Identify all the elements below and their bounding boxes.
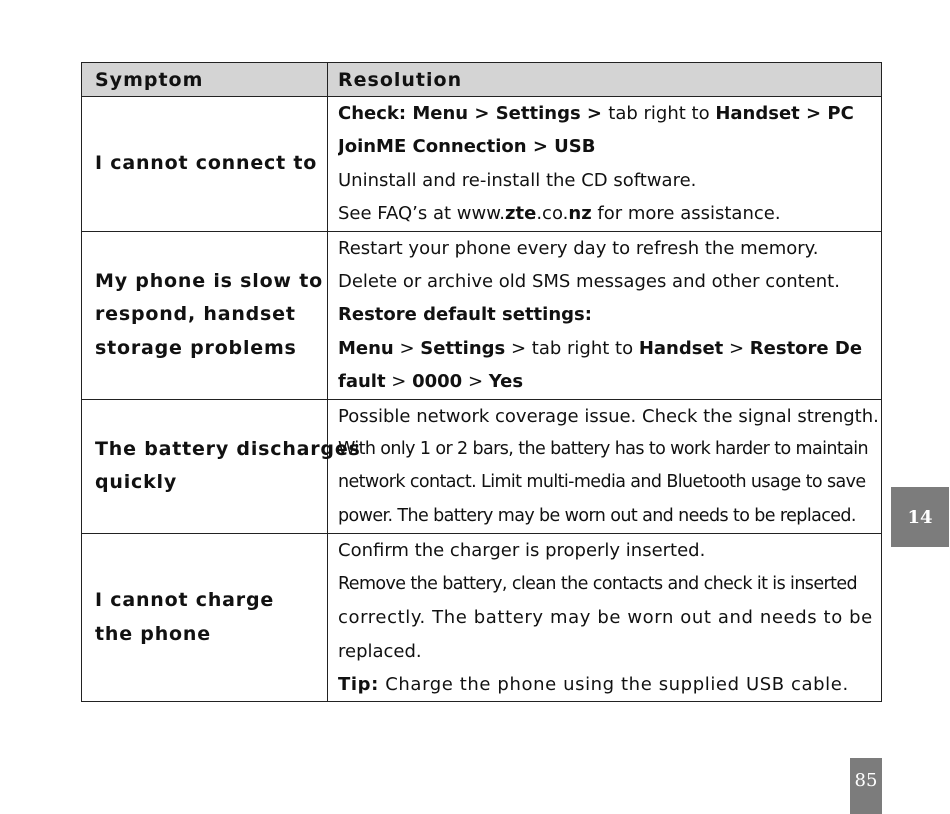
resolution-cell xyxy=(328,534,882,702)
text-segment: > tab right to xyxy=(505,337,639,359)
symptom-text: I cannot connect to xyxy=(95,152,318,175)
text-segment: Restart your phone every day to refresh the memory. xyxy=(338,237,819,259)
table-row xyxy=(82,231,882,399)
symptom-text: the phone xyxy=(95,622,211,645)
bold-text: 0000 xyxy=(412,371,463,393)
resolution-line xyxy=(338,500,881,533)
bold-text: Handset > PC xyxy=(715,103,854,124)
resolution-cell xyxy=(328,399,882,534)
resolution-line xyxy=(338,635,881,668)
text-segment: Charge the phone using the supplied USB cable. xyxy=(378,673,849,695)
bold-text: fault xyxy=(338,371,386,393)
header-resolution: Resolution xyxy=(328,63,882,97)
resolution-line xyxy=(338,97,881,130)
text-segment: correctly. The battery may be worn out and needs to be xyxy=(338,607,873,629)
bold-text: Tip: xyxy=(338,673,379,695)
symptom-text: storage problems xyxy=(95,336,297,359)
text-segment: > xyxy=(723,337,750,359)
resolution-line xyxy=(338,466,881,499)
resolution-line xyxy=(338,232,881,265)
text-segment: replaced. xyxy=(338,640,422,662)
symptom-cell xyxy=(82,231,328,399)
resolution-line xyxy=(338,298,881,331)
header-symptom: Symptom xyxy=(82,63,328,97)
bold-text: zte xyxy=(505,203,537,225)
resolution-line xyxy=(338,365,881,398)
text-segment: network contact. Limit multi-media and Bluetooth usage to save xyxy=(338,472,866,493)
bold-text: Yes xyxy=(488,371,524,393)
text-segment: power. The battery may be worn out and needs to be replaced. xyxy=(338,505,856,526)
symptom-text: I cannot charge xyxy=(95,589,275,612)
bold-text: Settings xyxy=(420,337,506,359)
resolution-cell xyxy=(328,231,882,399)
resolution-line xyxy=(338,332,881,365)
bold-text: Handset xyxy=(638,337,724,359)
text-segment: See FAQ’s at www. xyxy=(338,203,506,225)
resolution-line xyxy=(338,265,881,298)
text-segment: tab right to xyxy=(608,103,716,124)
resolution-line xyxy=(338,534,881,567)
bold-text: Check: Menu > Settings > xyxy=(338,103,609,124)
bold-text: Menu xyxy=(338,337,394,359)
resolution-line xyxy=(338,164,881,197)
symptom-text: quickly xyxy=(95,471,178,494)
table-row xyxy=(82,399,882,534)
symptom-text: respond, handset xyxy=(95,303,296,326)
bold-text: Restore De xyxy=(749,337,863,359)
text-segment: > xyxy=(393,337,421,359)
table-row xyxy=(82,97,882,232)
text-segment: Possible network coverage issue. Check the signal strength. xyxy=(338,405,879,427)
table-row xyxy=(82,534,882,702)
resolution-line xyxy=(338,668,881,701)
resolution-line xyxy=(338,568,881,601)
table-header-row xyxy=(82,63,882,97)
text-segment: > xyxy=(385,371,413,393)
resolution-line xyxy=(338,130,881,163)
resolution-line xyxy=(338,197,881,230)
bold-text: Restore default settings: xyxy=(338,304,592,326)
resolution-line xyxy=(338,433,881,466)
symptom-cell xyxy=(82,97,328,232)
text-segment: .co. xyxy=(536,203,569,225)
symptom-cell xyxy=(82,399,361,534)
text-segment: Delete or archive old SMS messages and other content. xyxy=(338,271,840,293)
text-segment: Confirm the charger is properly inserted. xyxy=(338,540,706,562)
symptom-cell xyxy=(82,534,328,702)
chapter-tab: 14 xyxy=(891,487,949,547)
resolution-line xyxy=(338,400,881,433)
text-segment: With only 1 or 2 bars, the battery has to work harder to maintain xyxy=(338,439,868,460)
text-segment: for more assistance. xyxy=(591,203,781,225)
symptom-text: My phone is slow to xyxy=(95,269,323,292)
resolution-line xyxy=(338,601,881,634)
text-segment: Remove the battery, clean the contacts and check it is inserted xyxy=(338,573,858,594)
resolution-cell xyxy=(328,97,882,232)
text-segment: > xyxy=(462,371,489,393)
symptom-text: The battery discharges xyxy=(95,437,361,460)
text-segment: Uninstall and re-install the CD software. xyxy=(338,169,697,191)
bold-text: JoinME Connection > USB xyxy=(338,136,596,158)
page-number: 85 xyxy=(850,758,882,814)
troubleshooting-table xyxy=(81,62,882,702)
bold-text: nz xyxy=(568,203,592,225)
